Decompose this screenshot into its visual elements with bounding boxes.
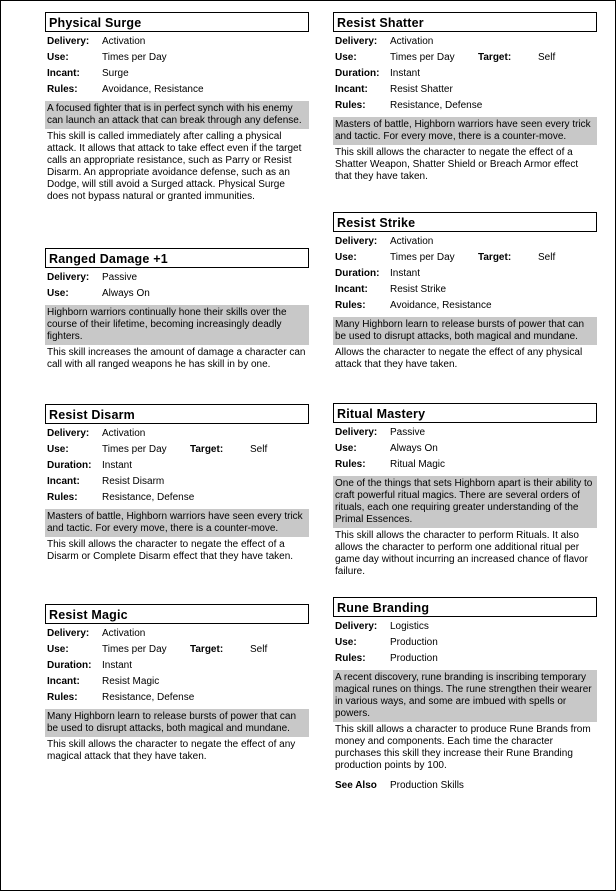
stat-row [333, 82, 597, 98]
skill-description: This skill allows the character to negate the effect of a Disarm or Complete Disarm effect that they have taken. [47, 539, 294, 562]
skill-description: This skill allows the character to negate the effect of a Shatter Weapon, Shatter Shield or Breach Armor effect that they have taken. [335, 147, 579, 182]
skill-description: This skill is called immediately after calling a physical attack. It allows that attack to take effect even if the target calls an appropriate resistance, such as Parry or Resist Disarm. An appropriate avoidance defense, such as an Dodge, will still avoid a Surged attack. Physical Surge does not bypass natural or granted immunities. [47, 131, 302, 202]
skill-stats [45, 270, 309, 302]
flavor-text: Masters of battle, Highborn warriors have seen every trick and tactic. For every move, there is a counter-move. [333, 117, 597, 145]
target-label: Target: [190, 444, 224, 455]
stat-row [45, 50, 309, 66]
stat-row [45, 82, 309, 98]
skill-stats [45, 34, 309, 98]
stat-label: Rules: [335, 653, 366, 664]
stat-row [45, 286, 309, 302]
stat-row [45, 66, 309, 82]
skill-description: This skill allows the character to negate the effect of any magical attack that they have taken. [47, 739, 296, 762]
stat-row [333, 298, 597, 314]
stat-value: Instant [390, 68, 421, 79]
stat-row [333, 457, 597, 473]
stat-label: Use: [335, 443, 357, 454]
stat-row [333, 425, 597, 441]
stat-label: Delivery: [47, 272, 90, 283]
stat-row [45, 34, 309, 50]
skill-title: Physical Surge [45, 12, 309, 32]
stat-label: Rules: [335, 100, 366, 111]
flavor-text: Highborn warriors continually hone their skills over the course of their lifetime, becoming increasingly deadly fighters. [45, 305, 309, 345]
target-value: Self [538, 252, 556, 263]
stat-value: Passive [390, 427, 426, 438]
see-also-value: Production Skills [390, 780, 464, 791]
stat-value: Times per Day [390, 252, 455, 263]
stat-row [45, 270, 309, 286]
skill-description: Allows the character to negate the effect of any physical attack that they have taken. [335, 347, 583, 370]
stat-row [333, 98, 597, 114]
stat-label: Delivery: [47, 36, 90, 47]
stat-row [333, 50, 597, 66]
see-also-label: See Also [335, 780, 377, 791]
stat-value: Instant [102, 660, 133, 671]
stat-label: Delivery: [335, 36, 378, 47]
stat-value: Instant [390, 268, 421, 279]
flavor-text: One of the things that sets Highborn apart is their ability to craft powerful ritual magics. There are several orders of rituals, each one requiring greater understanding of the Primal Essences. [333, 476, 597, 528]
stat-value: Resistance, Defense [102, 692, 195, 703]
flavor-text: Many Highborn learn to release bursts of power that can be used to disrupt attacks, both magical and mundane. [333, 317, 597, 345]
target-value: Self [538, 52, 556, 63]
skill-stats [45, 426, 309, 506]
stat-label: Duration: [335, 68, 380, 79]
skill-physical-surge [45, 12, 309, 203]
skill-stats [333, 234, 597, 314]
skill-stats [333, 425, 597, 473]
stat-value: Resist Disarm [102, 476, 165, 487]
stat-row [333, 635, 597, 651]
stat-row [333, 234, 597, 250]
stat-value: Resist Shatter [390, 84, 453, 95]
flavor-text: A focused fighter that is in perfect synch with his enemy can launch an attack that can break through any defense. [45, 101, 309, 129]
stat-value: Production [390, 653, 438, 664]
stat-row [333, 441, 597, 457]
skill-title: Resist Shatter [333, 12, 597, 32]
target-label: Target: [478, 252, 512, 263]
skill-stats [45, 626, 309, 706]
stat-label: Incant: [47, 676, 80, 687]
stat-label: Rules: [335, 459, 366, 470]
stat-row [45, 426, 309, 442]
stat-value: Passive [102, 272, 138, 283]
flavor-text: A recent discovery, rune branding is inscribing temporary magical runes on things. The rune strengthen their wearer in various ways, and some are imbued with spells or powers. [333, 670, 597, 722]
skill-rune-branding [333, 597, 597, 794]
stat-label: Incant: [335, 284, 368, 295]
stat-value: Resist Strike [390, 284, 447, 295]
stat-label: Incant: [47, 68, 80, 79]
flavor-text: Many Highborn learn to release bursts of power that can be used to disrupt attacks, both magical and mundane. [45, 709, 309, 737]
stat-label: Use: [335, 252, 357, 263]
stat-row [333, 266, 597, 282]
stat-row [45, 474, 309, 490]
flavor-text: Masters of battle, Highborn warriors have seen every trick and tactic. For every move, there is a counter-move. [45, 509, 309, 537]
skill-resist-shatter [333, 12, 597, 183]
skill-stats [333, 34, 597, 114]
stat-label: Duration: [47, 660, 92, 671]
stat-label: Rules: [47, 692, 78, 703]
stat-value: Ritual Magic [390, 459, 446, 470]
skill-title: Resist Magic [45, 604, 309, 624]
stat-row [45, 642, 309, 658]
target-label: Target: [478, 52, 512, 63]
skill-title: Resist Disarm [45, 404, 309, 424]
stat-value: Always On [390, 443, 438, 454]
target-value: Self [250, 444, 268, 455]
target-label: Target: [190, 644, 224, 655]
stat-row [45, 442, 309, 458]
stat-label: Duration: [335, 268, 380, 279]
stat-label: Delivery: [47, 628, 90, 639]
stat-value: Times per Day [102, 52, 167, 63]
stat-value: Avoidance, Resistance [390, 300, 492, 311]
stat-label: Delivery: [335, 427, 378, 438]
stat-label: Use: [47, 644, 69, 655]
see-also [333, 778, 597, 794]
stat-row [45, 658, 309, 674]
stat-label: Use: [335, 637, 357, 648]
stat-value: Activation [102, 428, 146, 439]
stat-label: Delivery: [47, 428, 90, 439]
stat-value: Activation [390, 36, 434, 47]
skill-ritual-mastery [333, 403, 597, 578]
stat-value: Production [390, 637, 438, 648]
stat-value: Always On [102, 288, 150, 299]
skill-resist-disarm [45, 404, 309, 563]
skill-description: This skill allows the character to perform Rituals. It also allows the character to perform one additional ritual per game day without incurring an increased chance of flavor failure. [335, 530, 588, 577]
skill-ranged-damage-1 [45, 248, 309, 371]
skill-title: Resist Strike [333, 212, 597, 232]
stat-value: Times per Day [102, 644, 167, 655]
stat-value: Instant [102, 460, 133, 471]
stat-row [333, 282, 597, 298]
stat-value: Avoidance, Resistance [102, 84, 204, 95]
stat-row [333, 66, 597, 82]
skill-title: Ranged Damage +1 [45, 248, 309, 268]
stat-label: Duration: [47, 460, 92, 471]
stat-label: Incant: [335, 84, 368, 95]
stat-label: Rules: [47, 84, 78, 95]
stat-value: Activation [102, 36, 146, 47]
stat-label: Incant: [47, 476, 80, 487]
stat-value: Logistics [390, 621, 429, 632]
skill-description: This skill allows a character to produce Rune Brands from money and components. Each time the character purchases this skill they increase their Rune Branding production points by 100. [335, 724, 591, 771]
skill-resist-strike [333, 212, 597, 371]
skill-resist-magic [45, 604, 309, 763]
target-value: Self [250, 644, 268, 655]
skill-description: This skill increases the amount of damage a character can call with all ranged weapons he has skill in by one. [47, 347, 306, 370]
stat-row [45, 626, 309, 642]
skill-title: Ritual Mastery [333, 403, 597, 423]
stat-value: Activation [102, 628, 146, 639]
stat-label: Delivery: [335, 621, 378, 632]
skill-title: Rune Branding [333, 597, 597, 617]
stat-row [45, 490, 309, 506]
stat-row [45, 690, 309, 706]
stat-row [45, 458, 309, 474]
stat-row [333, 34, 597, 50]
stat-label: Use: [47, 52, 69, 63]
stat-label: Use: [47, 444, 69, 455]
stat-row [333, 619, 597, 635]
stat-label: Rules: [47, 492, 78, 503]
stat-row [333, 651, 597, 667]
stat-value: Surge [102, 68, 129, 79]
stat-value: Activation [390, 236, 434, 247]
stat-value: Resist Magic [102, 676, 160, 687]
stat-label: Use: [47, 288, 69, 299]
stat-label: Rules: [335, 300, 366, 311]
stat-value: Resistance, Defense [102, 492, 195, 503]
stat-value: Times per Day [102, 444, 167, 455]
stat-value: Resistance, Defense [390, 100, 483, 111]
stat-row [45, 674, 309, 690]
stat-value: Times per Day [390, 52, 455, 63]
stat-label: Use: [335, 52, 357, 63]
stat-label: Delivery: [335, 236, 378, 247]
stat-row [333, 250, 597, 266]
skill-stats [333, 619, 597, 667]
